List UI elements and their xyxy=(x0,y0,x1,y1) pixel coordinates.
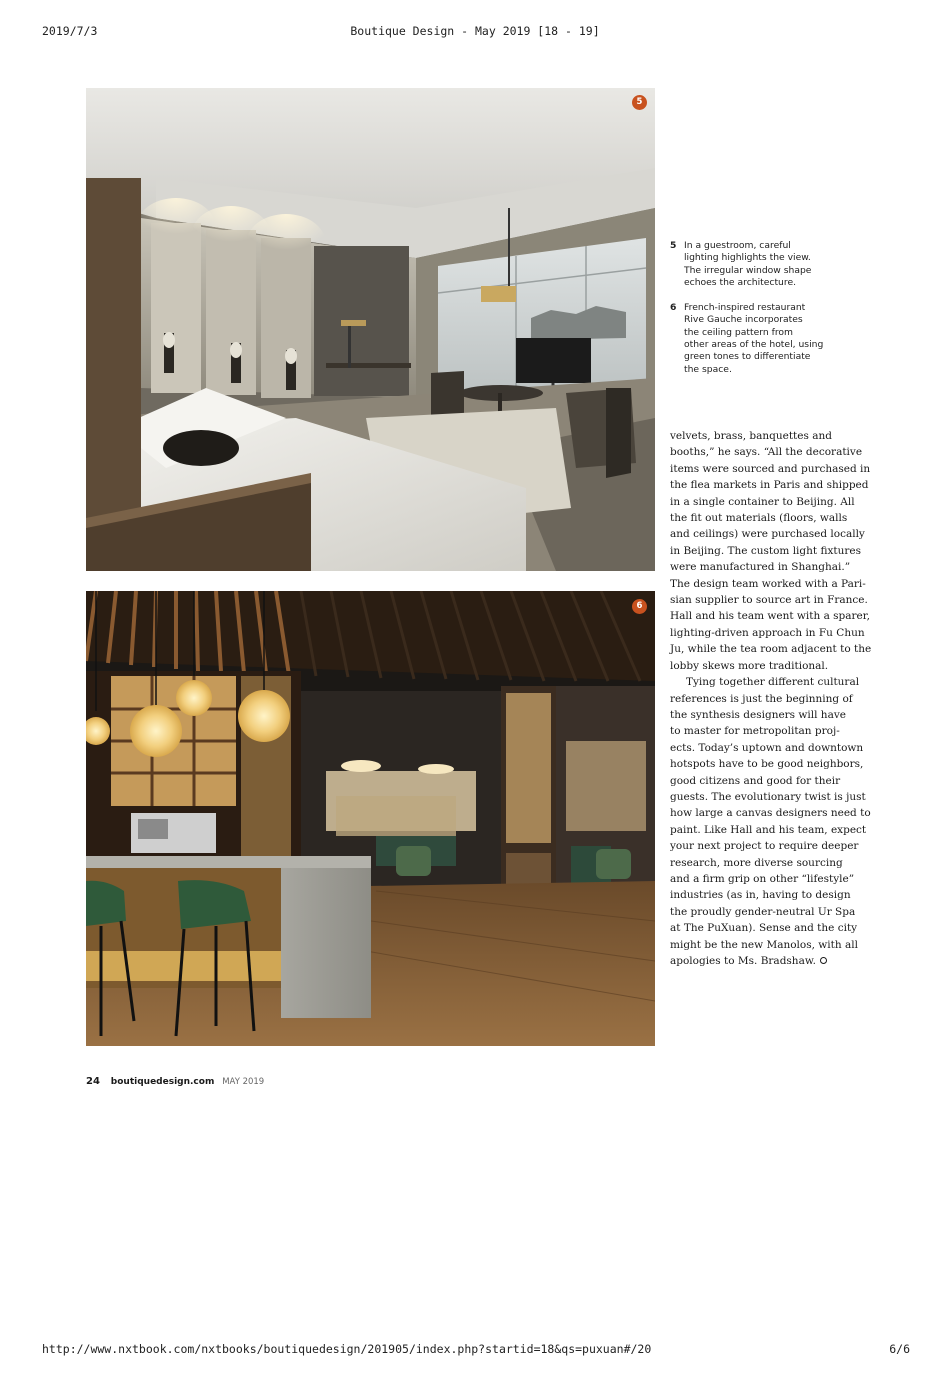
body-line: booths,” he says. “All the decorative xyxy=(670,446,863,459)
print-date: 2019/7/3 xyxy=(42,24,98,38)
body-line: in a single container to Beijing. All xyxy=(670,495,855,508)
guestroom-photo xyxy=(86,88,655,571)
body-line: the fit out materials (floors, walls xyxy=(670,512,848,525)
body-line: Ju, while the tea room adjacent to the xyxy=(670,643,872,656)
article-body xyxy=(670,428,872,969)
body-line: in Beijing. The custom light fixtures xyxy=(670,544,861,557)
end-mark-icon xyxy=(820,957,827,964)
body-line: The design team worked with a Pari- xyxy=(670,577,866,590)
body-line: items were sourced and purchased in xyxy=(670,462,871,475)
caption-line: Rive Gauche incorporates xyxy=(684,314,803,326)
body-line: and ceilings) were purchased locally xyxy=(670,528,865,541)
body-line: research, more diverse sourcing xyxy=(670,856,843,869)
photo-captions xyxy=(670,240,830,389)
caption-line: French-inspired restaurant xyxy=(684,302,806,314)
guestroom-photo-image xyxy=(86,88,655,571)
body-line: and a firm grip on other “lifestyle” xyxy=(670,872,855,885)
print-title: Boutique Design - May 2019 [18 - 19] xyxy=(350,24,600,38)
caption-line: lighting highlights the view. xyxy=(684,252,811,264)
print-page-count: 6/6 xyxy=(889,1342,910,1356)
folio-date: MAY 2019 xyxy=(222,1077,265,1087)
body-line: industries (as in, having to design xyxy=(670,889,851,902)
photo-number-badge: 6 xyxy=(632,599,647,614)
restaurant-photo xyxy=(86,591,655,1046)
caption-6 xyxy=(670,302,830,376)
restaurant-photo-image xyxy=(86,591,655,1046)
print-header xyxy=(0,24,950,40)
body-line: velvets, brass, banquettes and xyxy=(670,430,832,442)
body-line: Hall and his team went with a sparer, xyxy=(670,610,870,623)
body-line: Tying together different cultural xyxy=(686,676,860,689)
folio-page-number: 24 xyxy=(86,1076,100,1087)
caption-number: 5 xyxy=(670,240,677,251)
print-url: http://www.nxtbook.com/nxtbooks/boutiquedesign/201905/index.php?startid=18&qs=puxuan#/20 xyxy=(42,1342,652,1356)
caption-5 xyxy=(670,240,830,289)
caption-line: the space. xyxy=(684,363,732,375)
body-line: references is just the beginning of xyxy=(670,692,853,705)
folio-site: boutiquedesign.com xyxy=(110,1077,215,1087)
caption-line: green tones to differentiate xyxy=(684,351,811,363)
body-line: ects. Today’s uptown and downtown xyxy=(670,741,864,754)
body-line: paint. Like Hall and his team, expect xyxy=(670,823,867,836)
caption-line: In a guestroom, careful xyxy=(684,240,791,251)
caption-line: echoes the architecture. xyxy=(684,276,797,288)
page-folio xyxy=(86,1076,264,1087)
body-line: hotspots have to be good neighbors, xyxy=(670,758,864,771)
body-line: were manufactured in Shanghai.” xyxy=(670,561,851,574)
caption-line: other areas of the hotel, using xyxy=(684,339,824,351)
caption-number: 6 xyxy=(670,302,677,314)
print-footer xyxy=(0,1342,950,1358)
body-line: the proudly gender-neutral Ur Spa xyxy=(670,905,856,918)
photo-number-badge: 5 xyxy=(632,95,647,110)
body-line: guests. The evolutionary twist is just xyxy=(670,790,866,803)
caption-line: the ceiling pattern from xyxy=(684,326,793,338)
body-line: sian supplier to source art in France. xyxy=(670,594,868,607)
body-line: the flea markets in Paris and shipped xyxy=(670,479,869,492)
body-line: good citizens and good for their xyxy=(670,774,841,787)
caption-line: The irregular window shape xyxy=(684,264,812,276)
body-line: lobby skews more traditional. xyxy=(670,659,829,672)
body-line: might be the new Manolos, with all xyxy=(670,938,858,951)
body-line-text: apologies to Ms. Bradshaw. xyxy=(670,955,816,967)
body-line-last xyxy=(670,953,855,969)
body-line: to master for metropolitan proj- xyxy=(670,725,840,738)
body-line: your next project to require deeper xyxy=(670,840,859,853)
body-line: how large a canvas designers need to xyxy=(670,807,871,820)
body-line: the synthesis designers will have xyxy=(670,708,846,721)
body-line: lighting-driven approach in Fu Chun xyxy=(670,626,865,639)
body-line: at The PuXuan). Sense and the city xyxy=(670,922,858,935)
